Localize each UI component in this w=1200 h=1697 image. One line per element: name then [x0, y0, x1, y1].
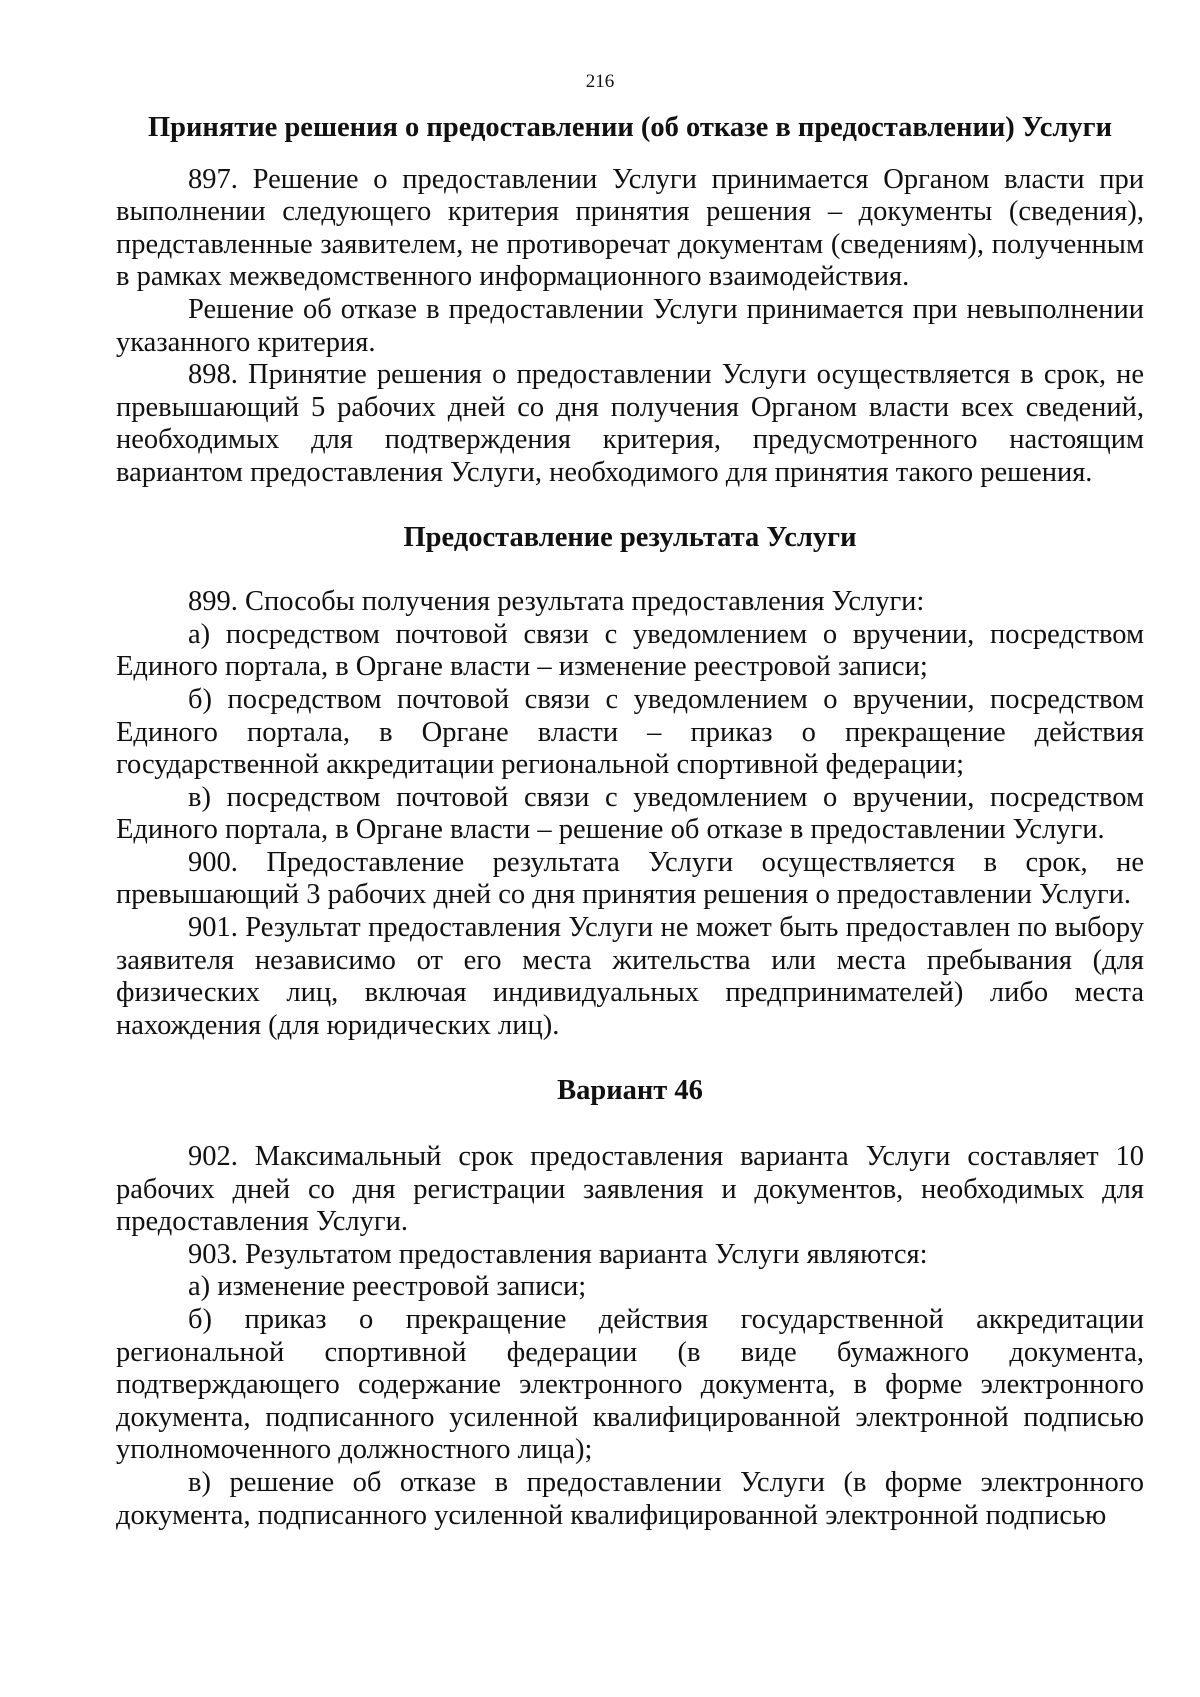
paragraph-897: 897. Решение о предоставлении Услуги принимается Органом власти при выполнении следующего критерия принятия решения – документы (сведения), представленные заявителем, не противоречат документам (сведениям), полученным в рамках межведомственного информационного взаимодействия.	[116, 163, 1144, 293]
paragraph-900: 900. Предоставление результата Услуги осуществляется в срок, не превышающий 3 рабочих дней со дня принятия решения о предоставлении Услуги.	[116, 846, 1144, 911]
paragraph-899-b: б) посредством почтовой связи с уведомлением о вручении, посредством Единого портала, в Органе власти – приказ о прекращение действия государственной аккредитации региональной спортивной федерации;	[116, 683, 1144, 781]
paragraph-901: 901. Результат предоставления Услуги не может быть предоставлен по выбору заявителя независимо от его места жительства или места пребывания (для физических лиц, включая индивидуальных предпринимателей) либо места нахождения (для юридических лиц).	[116, 912, 1144, 1041]
paragraph-903-b: б) приказ о прекращение действия государственной аккредитации региональной спортивной федерации (в виде бумажного документа, подтверждающего содержание электронного документа, в форме электронного документа, подписанного усиленной квалифицированной электронной подписью уполномоченного должностного лица);	[116, 1304, 1144, 1466]
paragraph-899-v: в) посредством почтовой связи с уведомлением о вручении, посредством Единого портала, в Органе власти – решение об отказе в предоставлении Услуги.	[116, 781, 1144, 846]
section-heading-result: Предоставление результата Услуги	[403, 521, 857, 553]
document-body	[116, 112, 1144, 1532]
paragraph-899: 899. Способы получения результата предоставления Услуги:	[188, 586, 925, 618]
section-heading-decision: Принятие решения о предоставлении (об отказе в предоставлении) Услуги	[147, 112, 1112, 143]
paragraph-898: 898. Принятие решения о предоставлении Услуги осуществляется в срок, не превышающий 5 рабочих дней со дня получения Органом власти всех сведений, необходимых для подтверждения критерия, предусмотренного настоящим вариантом предоставления Услуги, необходимого для принятия такого решения.	[116, 359, 1144, 488]
paragraph-903-v: в) решение об отказе в предоставлении Услуги (в форме электронного документа, подписанного усиленной квалифицированной электронной подписью	[116, 1466, 1144, 1531]
paragraph-899-a: а) посредством почтовой связи с уведомлением о вручении, посредством Единого портала, в Органе власти – изменение реестровой записи;	[116, 618, 1144, 683]
paragraph-903: 903. Результатом предоставления варианта Услуги являются:	[188, 1238, 928, 1270]
paragraph-902: 902. Максимальный срок предоставления варианта Услуги составляет 10 рабочих дней со дня регистрации заявления и документов, необходимых для предоставления Услуги.	[116, 1141, 1144, 1238]
paragraph-refusal: Решение об отказе в предоставлении Услуги принимается при невыполнении указанного критерия.	[116, 293, 1144, 358]
page-number: 216	[585, 71, 615, 92]
paragraph-903-a: а) изменение реестровой записи;	[188, 1271, 587, 1303]
section-heading-variant-46: Вариант 46	[557, 1075, 703, 1107]
